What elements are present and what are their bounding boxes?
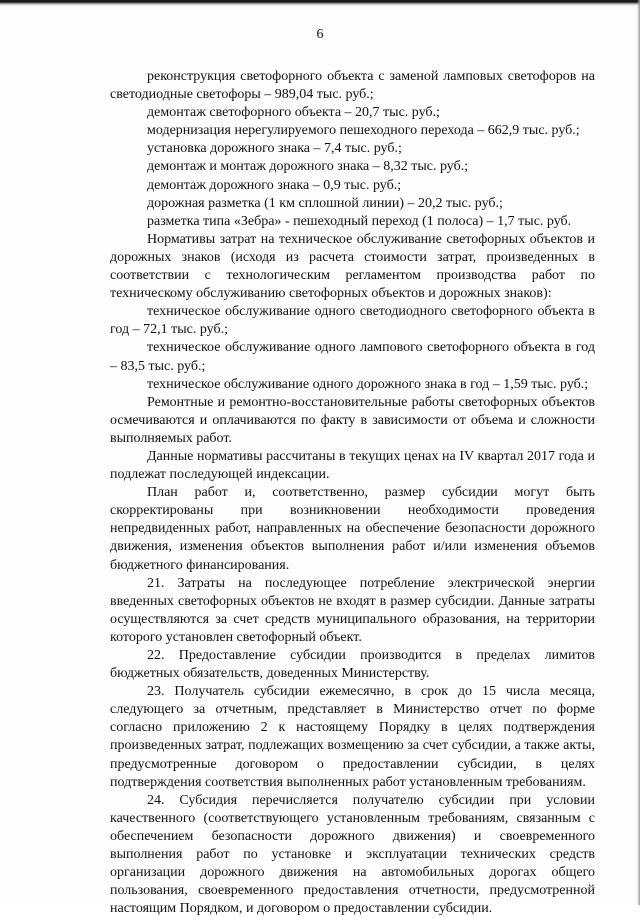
page-number: 6 <box>316 27 324 42</box>
cost-item-reconstruction: реконструкция светофорного объекта с заменой ламповых светофоров на светодиодные светофоры – 989,04 тыс. руб.; <box>110 69 595 103</box>
paragraph-23: 23. Получатель субсидии ежемесячно, в срок до 15 числа месяца, следующего за отчетным, представляет в Министерство отчет по форме согласно приложению 2 к настоящему Порядку в целях подтверждения произведенных затрат, подлежащих возмещению за счет субсидии, а также акты, предусмотренные договором о предоставлении субсидии, в целях подтверждения соответствия выполненных работ установленным требованиям. <box>110 684 595 790</box>
cost-item-zebra-marking: разметка типа «Зебра» - пешеходный переход (1 полоса) – 1,7 тыс. руб. <box>147 213 572 229</box>
paragraph-21: 21. Затраты на последующее потребление электрической энергии введенных светофорных объектов не входят в размер субсидии. Данные затраты осуществляются за счет средств муниципального образования, на территории которого установлен светофорный объект. <box>110 575 595 645</box>
paragraph-repair-works: Ремонтные и ремонтно-восстановительные работы светофорных объектов осмечиваются и оплачиваются по факту в зависимости от объема и сложности выполняемых работ. <box>110 394 595 446</box>
maintenance-item-sign: техническое обслуживание одного дорожного знака в год – 1,59 тыс. руб.; <box>147 376 589 392</box>
cost-item-dismantling: демонтаж светофорного объекта – 20,7 тыс. руб.; <box>147 105 440 121</box>
paragraph-maintenance-norms: Нормативы затрат на техническое обслуживание светофорных объектов и дорожных знаков (исходя из расчета стоимости затрат, произведенных в соответствии с технологическим регламентом производства работ по техническому обслуживанию светофорных объектов и дорожных знаков): <box>110 231 595 302</box>
cost-item-sign-installation: установка дорожного знака – 7,4 тыс. руб.; <box>147 141 402 157</box>
scan-top-edge <box>0 0 640 6</box>
paragraph-24: 24. Субсидия перечисляется получателю субсидии при условии качественного (соответствующего установленным требованиям, связанным с обеспечением безопасности дорожного движения) и своевременного выполнения работ по установке и эксплуатации технических средств организации дорожного движения на автомобильных дорогах общего пользования, своевременного предоставления отчетности, предусмотренной настоящим Порядком, и договором о предоставлении субсидии. <box>110 792 595 917</box>
paragraph-22: 22. Предоставление субсидии производится в пределах лимитов бюджетных обязательств, доведенных Министерству. <box>110 648 595 682</box>
paragraph-plan-adjustment: План работ и, соответственно, размер субсидии могут быть скорректированы при возникновении необходимости проведения непредвиденных работ, направленных на обеспечение безопасности дорожного движения, изменения объектов выполнения работ и/или изменения объемов бюджетного финансирования. <box>110 485 595 573</box>
cost-item-modernization: модернизация нерегулируемого пешеходного перехода – 662,9 тыс. руб.; <box>147 123 580 139</box>
maintenance-item-lamp: техническое обслуживание одного лампового светофорного объекта в год – 83,5 тыс. руб.; <box>110 340 595 374</box>
document-body <box>110 68 595 918</box>
cost-item-sign-remount: демонтаж и монтаж дорожного знака – 8,32 тыс. руб.; <box>147 159 469 175</box>
paragraph-price-basis: Данные нормативы рассчитаны в текущих ценах на IV квартал 2017 года и подлежат последующей индексации. <box>110 448 595 483</box>
cost-item-sign-dismantling: демонтаж дорожного знака – 0,9 тыс. руб.; <box>147 177 402 193</box>
cost-item-road-marking: дорожная разметка (1 км сплошной линии) – 20,2 тыс. руб.; <box>147 195 503 211</box>
maintenance-item-led: техническое обслуживание одного светодиодного светофорного объекта в год – 72,1 тыс. руб.; <box>110 304 595 338</box>
